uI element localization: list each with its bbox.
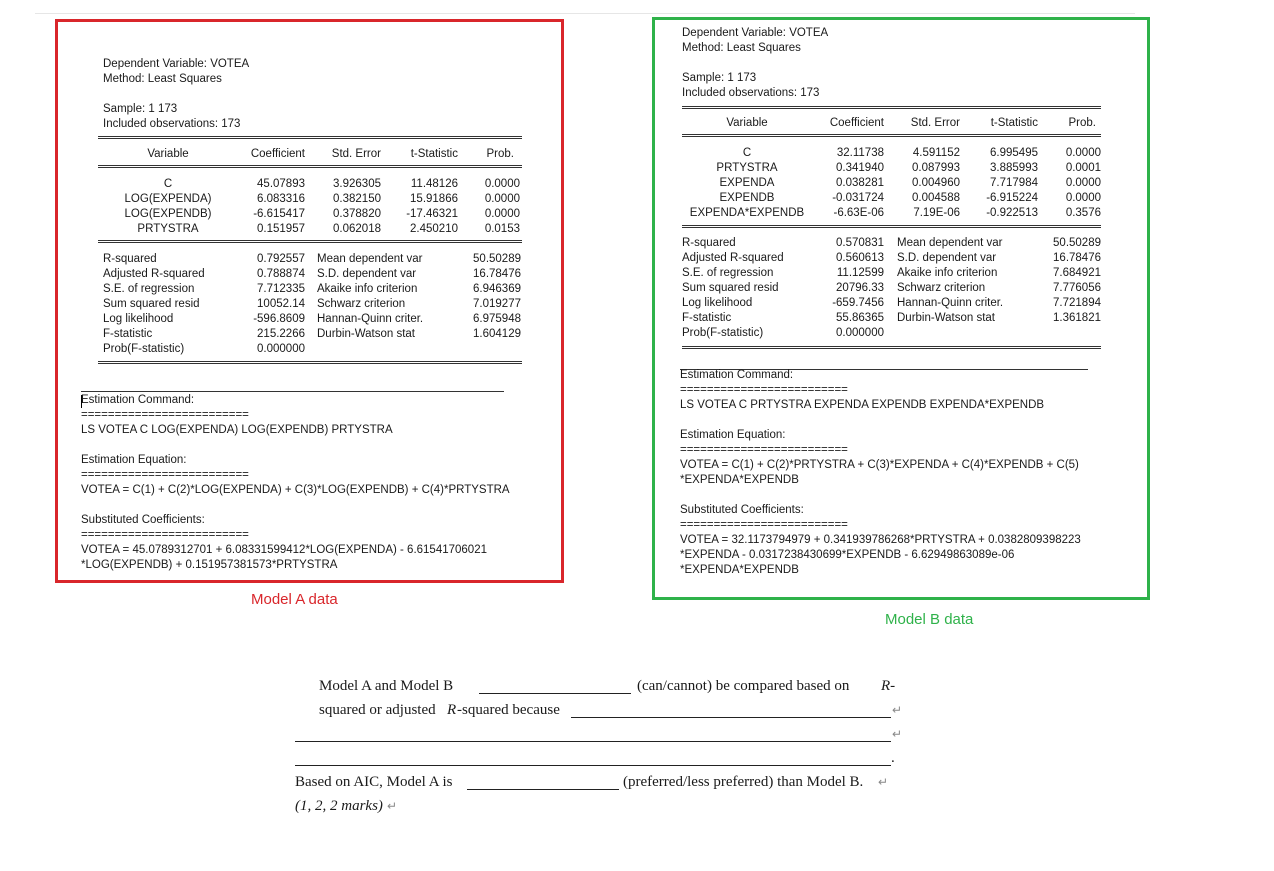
a-stat-label: R-squared xyxy=(103,253,157,265)
b-stat-value: 11.12599 xyxy=(836,267,884,279)
a-sub-line1: VOTEA = 45.0789312701 + 6.08331599412*LOG(EXPENDA) - 6.61541706021 xyxy=(81,544,487,556)
b-row-t: 6.995495 xyxy=(990,147,1038,159)
b-sub-title: Substituted Coefficients: xyxy=(680,504,804,516)
b-row-t: 3.885993 xyxy=(990,162,1038,174)
a-row-coef: -6.615417 xyxy=(253,208,305,220)
a-stat-value2: 6.946369 xyxy=(473,283,521,295)
b-row-coef: 0.038281 xyxy=(836,177,884,189)
a-header-std-error: Std. Error xyxy=(331,148,381,160)
a-row-prob: 0.0000 xyxy=(484,178,520,190)
a-stat-value2: 50.50289 xyxy=(473,253,521,265)
a-stat-label2: Akaike info criterion xyxy=(317,283,418,295)
b-sub-sep: ========================= xyxy=(680,519,848,531)
model-b-panel xyxy=(652,17,1150,600)
q-line2-start: squared or adjusted xyxy=(319,702,436,718)
b-stat-value: 55.86365 xyxy=(836,312,884,324)
a-stat-label2: Mean dependent var xyxy=(317,253,423,265)
b-stat-label: S.E. of regression xyxy=(682,267,774,279)
b-row-var: EXPENDB xyxy=(719,192,775,204)
a-header-prob: Prob. xyxy=(486,148,514,160)
a-header-coefficient: Coefficient xyxy=(250,148,305,160)
b-row-se: 0.004960 xyxy=(912,177,960,189)
b-stat-label2: Mean dependent var xyxy=(897,237,1003,249)
a-row-var: LOG(EXPENDB) xyxy=(124,208,212,220)
a-stat-label2: Hannan-Quinn criter. xyxy=(317,313,424,325)
b-row-coef: 32.11738 xyxy=(836,147,884,159)
b-header-t-statistic: t-Statistic xyxy=(990,117,1038,129)
a-row-var: C xyxy=(163,178,173,190)
a-rule-mid xyxy=(98,240,522,243)
b-row-se: 0.087993 xyxy=(912,162,960,174)
a-row-se: 0.062018 xyxy=(333,223,381,235)
paragraph-mark: ↵ xyxy=(892,703,903,717)
a-stat-value2: 7.019277 xyxy=(473,298,521,310)
b-cmd: LS VOTEA C PRTYSTRA EXPENDA EXPENDB EXPENDA*EXPENDB xyxy=(680,399,1045,411)
a-stat-value: 215.2266 xyxy=(257,328,305,340)
b-row-t: 7.717984 xyxy=(990,177,1038,189)
b-stat-value: 0.560613 xyxy=(836,252,884,264)
b-stat-label2: Durbin-Watson stat xyxy=(897,312,995,324)
b-row-var: C xyxy=(742,147,752,159)
b-sub-line1: VOTEA = 32.1173794979 + 0.341939786268*PRTYSTRA + 0.0382809398223 xyxy=(680,534,1081,546)
b-eq-line1: VOTEA = C(1) + C(2)*PRTYSTRA + C(3)*EXPENDA + C(4)*EXPENDB + C(5) xyxy=(680,459,1079,471)
model-a-panel xyxy=(55,19,564,583)
model-a-caption: Model A data xyxy=(251,591,338,608)
b-row-prob: 0.0000 xyxy=(1065,147,1101,159)
a-row-se: 0.378820 xyxy=(333,208,381,220)
a-row-se: 3.926305 xyxy=(333,178,381,190)
a-method: Method: Least Squares xyxy=(103,73,222,85)
b-row-se: 0.004588 xyxy=(912,192,960,204)
b-stat-value2: 1.361821 xyxy=(1053,312,1101,324)
a-row-coef: 45.07893 xyxy=(257,178,305,190)
q-line1-mid: (can/cannot) be compared based on xyxy=(637,678,850,694)
answer-blank-compare[interactable] xyxy=(479,693,631,694)
b-header-std-error: Std. Error xyxy=(910,117,960,129)
b-rule-bottom xyxy=(682,346,1101,349)
a-dep-var: Dependent Variable: VOTEA xyxy=(103,58,250,70)
paragraph-mark: ↵ xyxy=(878,775,889,789)
a-stat-label: Adjusted R-squared xyxy=(103,268,205,280)
b-stat-label: Prob(F-statistic) xyxy=(682,327,764,339)
b-header-coefficient: Coefficient xyxy=(829,117,884,129)
a-cmd-title: Estimation Command: xyxy=(81,394,195,406)
q-line1-end: R- xyxy=(881,678,896,694)
b-method: Method: Least Squares xyxy=(682,42,801,54)
a-row-prob: 0.0000 xyxy=(484,193,520,205)
a-stat-value: 0.000000 xyxy=(257,343,305,355)
a-header-t-statistic: t-Statistic xyxy=(410,148,458,160)
b-stat-label2: S.D. dependent var xyxy=(897,252,997,264)
a-stat-value: 0.792557 xyxy=(257,253,305,265)
b-stat-label2: Akaike info criterion xyxy=(897,267,998,279)
a-eq-sep: ========================= xyxy=(81,469,249,481)
b-stat-value2: 7.684921 xyxy=(1053,267,1101,279)
a-sub-title: Substituted Coefficients: xyxy=(81,514,205,526)
q-period: . xyxy=(891,750,895,766)
b-row-t: -6.915224 xyxy=(986,192,1038,204)
b-eq-sep: ========================= xyxy=(680,444,848,456)
a-stat-value: 0.788874 xyxy=(257,268,305,280)
a-row-t: 15.91866 xyxy=(410,193,458,205)
b-cmd-title: Estimation Command: xyxy=(680,369,794,381)
a-rule-bottom xyxy=(98,361,522,364)
b-row-coef: -6.63E-06 xyxy=(833,207,884,219)
b-eq-line2: *EXPENDA*EXPENDB xyxy=(680,474,799,486)
b-header-variable: Variable xyxy=(726,117,768,129)
b-dep-var: Dependent Variable: VOTEA xyxy=(682,27,829,39)
a-stat-label: Prob(F-statistic) xyxy=(103,343,185,355)
answer-blank-line3[interactable] xyxy=(295,741,891,742)
q-marks: (1, 2, 2 marks) xyxy=(295,798,383,814)
a-row-coef: 0.151957 xyxy=(257,223,305,235)
a-eq-title: Estimation Equation: xyxy=(81,454,187,466)
b-header-prob: Prob. xyxy=(1068,117,1096,129)
b-rule-top xyxy=(682,106,1101,109)
b-stat-label: F-statistic xyxy=(682,312,732,324)
q-line5-end: (preferred/less preferred) than Model B. xyxy=(623,774,864,790)
b-stat-value: 0.570831 xyxy=(836,237,884,249)
paragraph-mark: ↵ xyxy=(892,727,903,741)
model-b-caption: Model B data xyxy=(885,611,974,628)
b-stat-value2: 7.721894 xyxy=(1053,297,1101,309)
a-row-t: 2.450210 xyxy=(410,223,458,235)
a-stat-label: S.E. of regression xyxy=(103,283,195,295)
b-included-obs: Included observations: 173 xyxy=(682,87,820,99)
b-stat-label2: Schwarz criterion xyxy=(897,282,986,294)
b-sub-line3: *EXPENDA*EXPENDB xyxy=(680,564,799,576)
b-row-var: EXPENDA xyxy=(719,177,775,189)
b-row-se: 7.19E-06 xyxy=(913,207,960,219)
a-sample: Sample: 1 173 xyxy=(103,103,178,115)
a-stat-label2: S.D. dependent var xyxy=(317,268,417,280)
b-stat-label: R-squared xyxy=(682,237,736,249)
a-included-obs: Included observations: 173 xyxy=(103,118,241,130)
b-row-var: PRTYSTRA xyxy=(716,162,778,174)
b-sub-line2: *EXPENDA - 0.0317238430699*EXPENDB - 6.62949863089e-06 xyxy=(680,549,1015,561)
b-row-se: 4.591152 xyxy=(912,147,960,159)
a-row-t: 11.48126 xyxy=(410,178,458,190)
b-row-prob: 0.0000 xyxy=(1065,192,1101,204)
a-row-prob: 0.0153 xyxy=(484,223,520,235)
a-row-t: -17.46321 xyxy=(406,208,458,220)
a-stat-label: Sum squared resid xyxy=(103,298,200,310)
b-rule-mid xyxy=(682,225,1101,228)
a-section-rule xyxy=(81,391,504,392)
a-cmd: LS VOTEA C LOG(EXPENDA) LOG(EXPENDB) PRTYSTRA xyxy=(81,424,393,436)
b-row-coef: 0.341940 xyxy=(836,162,884,174)
b-row-prob: 0.3576 xyxy=(1065,207,1101,219)
q-line5-start: Based on AIC, Model A is xyxy=(295,774,453,790)
a-stat-label2: Schwarz criterion xyxy=(317,298,406,310)
a-stat-label: F-statistic xyxy=(103,328,153,340)
b-stat-label: Adjusted R-squared xyxy=(682,252,784,264)
b-stat-value: -659.7456 xyxy=(832,297,884,309)
answer-blank-line4[interactable] xyxy=(295,765,891,766)
b-row-prob: 0.0001 xyxy=(1065,162,1101,174)
b-row-var: EXPENDA*EXPENDB xyxy=(689,207,805,219)
a-row-var: LOG(EXPENDA) xyxy=(124,193,212,205)
a-stat-value: 7.712335 xyxy=(257,283,305,295)
answer-blank-because[interactable] xyxy=(571,717,891,718)
a-row-prob: 0.0000 xyxy=(484,208,520,220)
a-stat-value: 10052.14 xyxy=(257,298,305,310)
b-stat-value2: 16.78476 xyxy=(1053,252,1101,264)
a-sub-sep: ========================= xyxy=(81,529,249,541)
a-sub-line2: *LOG(EXPENDB) + 0.151957381573*PRTYSTRA xyxy=(81,559,338,571)
b-cmd-sep: ========================= xyxy=(680,384,848,396)
a-header-variable: Variable xyxy=(147,148,189,160)
q-line2-r: R xyxy=(447,702,457,718)
b-stat-value2: 7.776056 xyxy=(1053,282,1101,294)
q-line2-end: -squared because xyxy=(457,702,560,718)
b-stat-value: 0.000000 xyxy=(836,327,884,339)
a-row-se: 0.382150 xyxy=(333,193,381,205)
b-stat-label: Sum squared resid xyxy=(682,282,779,294)
q-line1-start: Model A and Model B xyxy=(319,678,454,694)
a-row-coef: 6.083316 xyxy=(257,193,305,205)
b-row-prob: 0.0000 xyxy=(1065,177,1101,189)
b-stat-label: Log likelihood xyxy=(682,297,753,309)
b-stat-label2: Hannan-Quinn criter. xyxy=(897,297,1004,309)
a-stat-value2: 1.604129 xyxy=(473,328,521,340)
answer-blank-aic[interactable] xyxy=(467,789,619,790)
a-rule-header xyxy=(98,165,522,168)
b-stat-value: 20796.33 xyxy=(836,282,884,294)
b-rule-header xyxy=(682,134,1101,137)
a-stat-value2: 16.78476 xyxy=(473,268,521,280)
b-row-coef: -0.031724 xyxy=(832,192,884,204)
b-row-t: -0.922513 xyxy=(986,207,1038,219)
a-stat-label: Log likelihood xyxy=(103,313,174,325)
b-sample: Sample: 1 173 xyxy=(682,72,757,84)
a-stat-value2: 6.975948 xyxy=(473,313,521,325)
a-rule-top xyxy=(98,136,522,139)
a-cmd-sep: ========================= xyxy=(81,409,249,421)
b-stat-value2: 50.50289 xyxy=(1053,237,1101,249)
a-stat-label2: Durbin-Watson stat xyxy=(317,328,415,340)
paragraph-mark: ↵ xyxy=(387,799,398,813)
top-divider xyxy=(35,13,1135,14)
a-row-var: PRTYSTRA xyxy=(137,223,199,235)
a-stat-value: -596.8609 xyxy=(253,313,305,325)
a-eq: VOTEA = C(1) + C(2)*LOG(EXPENDA) + C(3)*LOG(EXPENDB) + C(4)*PRTYSTRA xyxy=(81,484,510,496)
b-eq-title: Estimation Equation: xyxy=(680,429,786,441)
